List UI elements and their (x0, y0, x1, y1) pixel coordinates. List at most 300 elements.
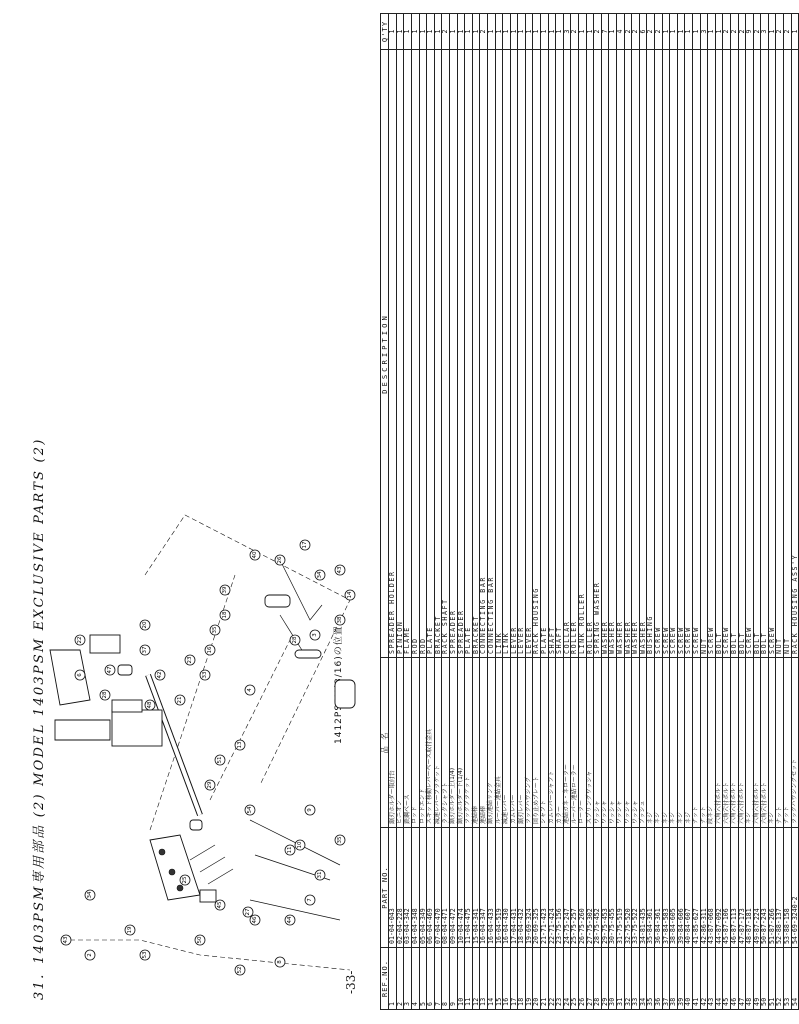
description-cell: BOLT (753, 50, 761, 658)
qty-cell: 1 (487, 14, 495, 50)
table-row (662, 14, 670, 1010)
qty-cell: 1 (556, 14, 564, 50)
table-row (768, 14, 776, 1010)
svg-text:38: 38 (337, 616, 343, 624)
link-part (335, 680, 355, 708)
description-cell: BRACKET (434, 50, 442, 658)
ref-no-cell: 7 (434, 948, 442, 1010)
table-row (738, 14, 746, 1010)
qty-cell: 1 (685, 14, 693, 50)
frame-part (90, 635, 120, 653)
callout-bubble (305, 805, 315, 815)
ref-no-cell: 20 (533, 948, 541, 1010)
table-row (670, 14, 678, 1010)
part-no-cell: 02-04-228 (396, 828, 404, 948)
qty-cell: 1 (449, 14, 457, 50)
name-cell: ブッシュ (639, 658, 647, 828)
callout-bubble (180, 875, 190, 885)
callout-bubble (235, 965, 245, 975)
part-no-cell: 20-69-325 (533, 828, 541, 948)
callout-bubble (140, 620, 150, 630)
description-cell: LEVER (510, 50, 518, 658)
part-no-cell: 44-87-092 (715, 828, 723, 948)
svg-text:9: 9 (307, 808, 313, 812)
qty-cell: 3 (700, 14, 708, 50)
qty-cell: 1 (389, 14, 397, 50)
qty-cell: 1 (586, 14, 594, 50)
table-row (624, 14, 632, 1010)
name-cell: ロッド (411, 658, 419, 828)
part-no-cell: 18-04-432 (518, 828, 526, 948)
description-cell: BOLT (738, 50, 746, 658)
callout-bubble (145, 700, 155, 710)
name-cell: 六角穴付ボルト (715, 658, 723, 828)
callout-bubble (215, 755, 225, 765)
part-no-cell: 33-75-522 (632, 828, 640, 948)
ref-no-cell: 21 (541, 948, 549, 1010)
name-cell: ネジ (670, 658, 678, 828)
callout-bubble (335, 615, 345, 625)
part-no-cell: 11-04-475 (465, 828, 473, 948)
qty-cell: 1 (419, 14, 427, 50)
part-no-cell: 16-04-347 (480, 828, 488, 948)
name-cell: ネジ (746, 658, 754, 828)
description-cell: SCREW (670, 50, 678, 658)
description-cell: BRACKET (472, 50, 480, 658)
callout-bubble (310, 630, 320, 640)
ref-no-cell: 41 (692, 948, 700, 1010)
ref-no-cell: 13 (480, 948, 488, 1010)
table-row (495, 14, 503, 1010)
parts-table (380, 13, 799, 1010)
name-cell: カラー (556, 658, 564, 828)
svg-text:23: 23 (187, 656, 193, 664)
bracket-part (200, 890, 216, 902)
rack-shaft-part (250, 820, 340, 865)
part-no-cell: 16-04-433 (487, 828, 495, 948)
qty-cell: 1 (525, 14, 533, 50)
qty-cell: 2 (738, 14, 746, 50)
svg-text:4: 4 (247, 688, 253, 692)
svg-text:37: 37 (142, 646, 148, 654)
ref-no-cell: 38 (670, 948, 678, 1010)
svg-text:13: 13 (237, 741, 243, 749)
name-cell: 連結棒 (480, 658, 488, 828)
table-header-row (381, 14, 389, 1010)
table-row (601, 14, 609, 1010)
callout-bubble (290, 635, 300, 645)
ref-no-cell: 28 (594, 948, 602, 1010)
svg-text:14: 14 (347, 591, 353, 599)
ref-no-cell: 47 (738, 948, 746, 1010)
ref-no-cell: 5 (419, 948, 427, 1010)
part-no-cell: 32-75-520 (624, 828, 632, 948)
description-cell: RACK HOUSING (533, 50, 541, 658)
part-no-cell: 51-87-266 (768, 828, 776, 948)
name-cell: ネジ (768, 658, 776, 828)
ref-no-cell: 24 (563, 948, 571, 1010)
qty-cell: 1 (510, 14, 518, 50)
qty-cell: 1 (548, 14, 556, 50)
description-cell: BOLT (715, 50, 723, 658)
svg-text:26: 26 (277, 556, 283, 564)
name-cell: 鋸刃連結リンク (487, 658, 495, 828)
header-qty: Q'TY (381, 14, 389, 50)
header-part-no: PART NO. (381, 828, 389, 948)
name-cell: ナット (692, 658, 700, 828)
description-cell: BUSHING (647, 50, 655, 658)
part-no-cell: 07-04-470 (434, 828, 442, 948)
part-no-cell: 17-04-431 (510, 828, 518, 948)
table-row (579, 14, 587, 1010)
table-row (563, 14, 571, 1010)
description-cell: WASHER (617, 50, 625, 658)
rod-end-part (190, 820, 202, 830)
ref-no-cell: 35 (647, 948, 655, 1010)
qty-cell: 1 (662, 14, 670, 50)
qty-cell: 2 (784, 14, 792, 50)
callout-bubble (245, 805, 255, 815)
part-no-cell: 38-84-605 (670, 828, 678, 948)
ref-no-cell: 30 (609, 948, 617, 1010)
svg-text:22: 22 (77, 636, 83, 644)
part-no-cell: 06-04-469 (427, 828, 435, 948)
parts-table-container (380, 14, 799, 1010)
svg-text:17: 17 (302, 541, 308, 549)
callout-bubble (155, 670, 165, 680)
part-no-cell: 05-04-349 (419, 828, 427, 948)
table-row (442, 14, 450, 1010)
qty-cell: 2 (654, 14, 662, 50)
table-row (730, 14, 738, 1010)
ref-no-cell: 39 (677, 948, 685, 1010)
callout-bubble (315, 870, 325, 880)
part-no-cell: 41-85-627 (692, 828, 700, 948)
svg-text:47: 47 (107, 666, 113, 674)
table-row (556, 14, 564, 1010)
svg-text:48: 48 (147, 701, 153, 709)
part-no-cell: 27-75-302 (586, 828, 594, 948)
name-cell: ラックハウジング (525, 658, 533, 828)
callout-bubble (300, 540, 310, 550)
callout-bubble (220, 610, 230, 620)
ref-no-cell: 32 (624, 948, 632, 1010)
svg-text:39: 39 (222, 586, 228, 594)
assembly-guide-line (70, 940, 350, 970)
description-cell: SPREADER (449, 50, 457, 658)
name-cell: 回り止めプレート (533, 658, 541, 828)
qty-cell: 7 (601, 14, 609, 50)
name-cell: ワッシャ (632, 658, 640, 828)
part-no-cell: 22-71-424 (548, 828, 556, 948)
ref-no-cell: 15 (495, 948, 503, 1010)
description-cell: WASHER (601, 50, 609, 658)
qty-cell: 1 (533, 14, 541, 50)
table-row (708, 14, 716, 1010)
part-no-cell: 53-88-158 (784, 828, 792, 948)
part-no-cell: 28-75-452 (594, 828, 602, 948)
ref-no-cell: 52 (776, 948, 784, 1010)
name-cell: ピニオン (396, 658, 404, 828)
part-no-cell: 52-88-137 (776, 828, 784, 948)
qty-cell: 1 (434, 14, 442, 50)
table-row (746, 14, 754, 1010)
name-cell: 鋸刃ホルダー取付台 (389, 658, 397, 828)
callout-bubble (75, 670, 85, 680)
svg-text:52: 52 (237, 966, 243, 974)
callout-bubble (185, 655, 195, 665)
part-no-cell: 37-84-583 (662, 828, 670, 948)
part-no-cell: 15-04-341 (472, 828, 480, 948)
name-cell: 連結ガネ・ネローラー (563, 658, 571, 828)
svg-text:54: 54 (247, 806, 253, 814)
description-cell: LEVER (518, 50, 526, 658)
table-row (784, 14, 792, 1010)
name-cell: ネジ (677, 658, 685, 828)
table-row (525, 14, 533, 1010)
svg-text:42: 42 (157, 671, 163, 679)
part-no-cell: 19-69-324 (525, 828, 533, 948)
header-ref-no: REF.NO. (381, 948, 389, 1010)
qty-cell: 1 (503, 14, 511, 50)
ref-no-cell: 9 (449, 948, 457, 1010)
qty-cell: 6 (639, 14, 647, 50)
lever-part (280, 560, 322, 620)
ref-no-cell: 29 (601, 948, 609, 1010)
ref-no-cell: 18 (518, 948, 526, 1010)
svg-text:40: 40 (252, 551, 258, 559)
table-row (411, 14, 419, 1010)
description-cell: SCREW (768, 50, 776, 658)
callout-bubble (245, 685, 255, 695)
table-row (480, 14, 488, 1010)
ref-no-cell: 6 (427, 948, 435, 1010)
ref-no-cell: 10 (457, 948, 465, 1010)
table-row (609, 14, 617, 1010)
description-cell: NUT (700, 50, 708, 658)
ref-no-cell: 31 (617, 948, 625, 1010)
table-row (434, 14, 442, 1010)
rack-housing-part (150, 835, 200, 900)
part-no-cell: 39-84-606 (677, 828, 685, 948)
qty-cell: 2 (594, 14, 602, 50)
qty-cell: 1 (677, 14, 685, 50)
table-row (692, 14, 700, 1010)
table-row (449, 14, 457, 1010)
ref-no-cell: 46 (730, 948, 738, 1010)
name-cell: 連結棒 (472, 658, 480, 828)
callout-group (61, 540, 355, 975)
name-cell: ネジ (654, 658, 662, 828)
qty-cell: 1 (768, 14, 776, 50)
name-cell: ワッシャ (594, 658, 602, 828)
table-row (753, 14, 761, 1010)
description-cell: SHAFT (548, 50, 556, 658)
callout-bubble (210, 625, 220, 635)
svg-text:3: 3 (312, 633, 318, 637)
ref-no-cell: 50 (761, 948, 769, 1010)
description-cell: ROD (411, 50, 419, 658)
name-cell: ワッシャ (609, 658, 617, 828)
name-cell: 六角穴付ボルト (723, 658, 731, 828)
description-cell: RACK SHAFT (442, 50, 450, 658)
qty-cell: 2 (571, 14, 579, 50)
ref-no-cell: 44 (715, 948, 723, 1010)
ref-no-cell: 37 (662, 948, 670, 1010)
table-row (427, 14, 435, 1010)
description-cell: LINK ROLLER (579, 50, 587, 658)
qty-cell: 4 (617, 14, 625, 50)
ref-no-cell: 27 (586, 948, 594, 1010)
table-row (541, 14, 549, 1010)
qty-cell: 1 (427, 14, 435, 50)
table-row (518, 14, 526, 1010)
qty-cell: 2 (632, 14, 640, 50)
name-cell: 減速レバーブラケット (434, 658, 442, 828)
svg-text:6: 6 (77, 673, 83, 677)
svg-text:16: 16 (207, 646, 213, 654)
ref-no-cell: 11 (465, 948, 473, 1010)
table-row (465, 14, 473, 1010)
qty-cell: 1 (541, 14, 549, 50)
table-row (647, 14, 655, 1010)
callout-bubble (275, 555, 285, 565)
callout-bubble (243, 907, 253, 917)
qty-cell: 1 (457, 14, 465, 50)
rack-shaft-part (250, 900, 340, 920)
callout-bubble (285, 845, 295, 855)
svg-text:28: 28 (292, 636, 298, 644)
name-cell: ナット (784, 658, 792, 828)
name-cell: 六角穴付ボルト (761, 658, 769, 828)
ref-no-cell: 43 (708, 948, 716, 1010)
exploded-view-diagram (50, 500, 360, 974)
qty-cell: 1 (579, 14, 587, 50)
ref-no-cell: 3 (404, 948, 412, 1010)
svg-text:43: 43 (337, 566, 343, 574)
lever-part (280, 615, 305, 655)
description-cell: PLATE (465, 50, 473, 658)
table-row (533, 14, 541, 1010)
description-cell: NUT (776, 50, 784, 658)
link-part (265, 595, 290, 607)
name-cell: 六角穴付ボルト (730, 658, 738, 828)
qty-cell: 2 (776, 14, 784, 50)
part-no-cell: 47-87-173 (738, 828, 746, 948)
ref-no-cell: 51 (768, 948, 776, 1010)
ref-no-cell: 34 (639, 948, 647, 1010)
assembly-guide-line (210, 640, 290, 800)
description-cell: FLAME (404, 50, 412, 658)
table-row (503, 14, 511, 1010)
callout-bubble (85, 950, 95, 960)
callout-bubble (175, 695, 185, 705)
qty-cell: 3 (761, 14, 769, 50)
name-cell: 鋸刃ホルダー上(1/4) (449, 658, 457, 828)
callout-bubble (235, 740, 245, 750)
description-cell: ROLLER (586, 50, 594, 658)
table-row (510, 14, 518, 1010)
ref-no-cell: 33 (632, 948, 640, 1010)
svg-text:33: 33 (202, 671, 208, 679)
ref-no-cell: 17 (510, 948, 518, 1010)
name-cell: 減速レバー (503, 658, 511, 828)
qty-cell: 2 (480, 14, 488, 50)
part-no-cell: 04-04-348 (411, 828, 419, 948)
part-no-cell: 54-69-3240-2 (791, 828, 799, 948)
part-no-cell: 16-04-430 (503, 828, 511, 948)
svg-text:25: 25 (182, 876, 188, 884)
callout-bubble (125, 925, 135, 935)
svg-text:46: 46 (252, 916, 258, 924)
description-cell: SCREW (685, 50, 693, 658)
svg-text:35: 35 (337, 836, 343, 844)
ref-no-cell: 36 (654, 948, 662, 1010)
name-cell: ルーパー連結ローラー (571, 658, 579, 828)
part-no-cell: 03-04-342 (404, 828, 412, 948)
callout-bubble (285, 915, 295, 925)
svg-text:10: 10 (297, 841, 303, 849)
qty-cell: 2 (442, 14, 450, 50)
ref-no-cell: 22 (548, 948, 556, 1010)
svg-text:29: 29 (207, 781, 213, 789)
description-cell: SCREW (692, 50, 700, 658)
part-no-cell: 34-81-435 (639, 828, 647, 948)
part-no-cell: 21-71-423 (541, 828, 549, 948)
qty-cell: 1 (609, 14, 617, 50)
description-cell: WASHER (632, 50, 640, 658)
svg-text:51: 51 (217, 756, 223, 764)
svg-text:19: 19 (127, 926, 133, 934)
ref-no-cell: 16 (503, 948, 511, 1010)
name-cell: ローラー (579, 658, 587, 828)
description-cell: WASHER (624, 50, 632, 658)
part-no-cell: 16-04-519 (495, 828, 503, 948)
svg-text:34: 34 (87, 891, 93, 899)
name-cell: 鉄鋼ベース (404, 658, 412, 828)
ref-no-cell: 40 (685, 948, 693, 1010)
table-row (586, 14, 594, 1010)
svg-text:53: 53 (142, 951, 148, 959)
table-row (700, 14, 708, 1010)
name-cell: ラックシャフト (442, 658, 450, 828)
callout-bubble (250, 915, 260, 925)
qty-cell: 1 (715, 14, 723, 50)
description-cell: PLATE (541, 50, 549, 658)
name-cell: 段ネジ (708, 658, 716, 828)
svg-text:18: 18 (222, 611, 228, 619)
table-row (715, 14, 723, 1010)
name-cell: ロッドエンド (419, 658, 427, 828)
name-cell: ネジ (647, 658, 655, 828)
svg-text:20: 20 (142, 621, 148, 629)
description-cell: SPREADER (457, 50, 465, 658)
ref-no-cell: 54 (791, 948, 799, 1010)
rod-end-part (118, 665, 132, 675)
name-cell: シャフト (541, 658, 549, 828)
callout-bubble (335, 565, 345, 575)
name-cell: ワッシャ (617, 658, 625, 828)
part-no-cell: 29-75-453 (601, 828, 609, 948)
callout-bubble (140, 950, 150, 960)
part-no-cell: 08-04-471 (442, 828, 450, 948)
qty-cell: 1 (404, 14, 412, 50)
description-cell: PINION (396, 50, 404, 658)
description-cell: CONNECTING BAR (480, 50, 488, 658)
description-cell: ROLLER (571, 50, 579, 658)
description-cell: NUT (784, 50, 792, 658)
description-cell: SPRING WASHER (594, 50, 602, 658)
